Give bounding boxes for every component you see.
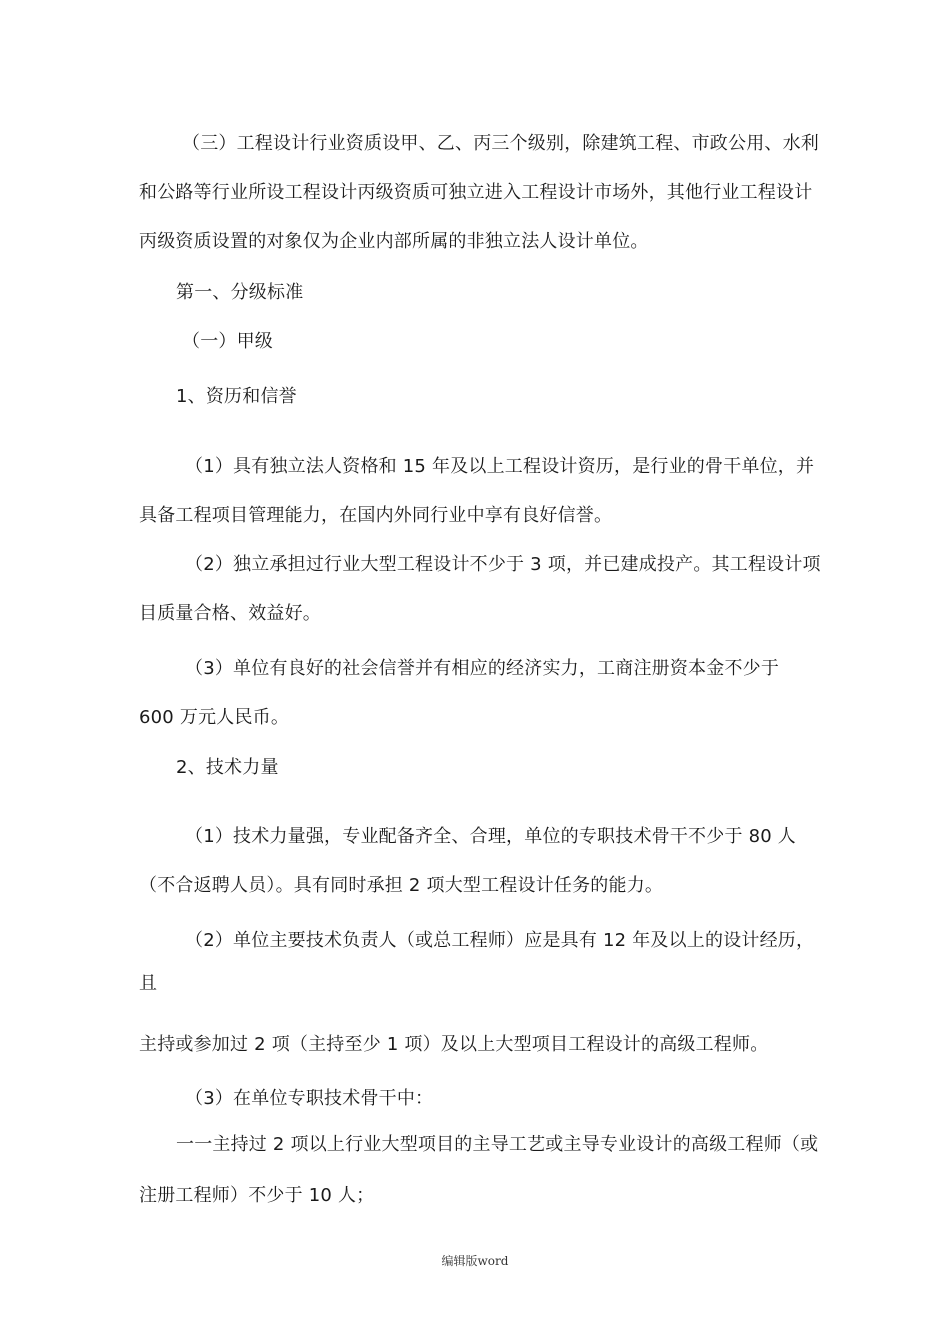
item-heading: 1、资历和信誉 [176,386,297,407]
paragraph-line: 丙级资质设置的对象仅为企业内部所属的非独立法人设计单位。 [139,231,649,252]
paragraph-line: （3）单位有良好的社会信誉并有相应的经济实力，工商注册资本金不少于 [185,658,780,679]
paragraph-line: 主持或参加过 2 项（主持至少 1 项）及以上大型项目工程设计的高级工程师。 [139,1034,769,1055]
paragraph-line: 600 万元人民币。 [139,707,290,728]
paragraph-line: （1）技术力量强，专业配备齐全、合理，单位的专职技术骨干不少于 80 人 [185,826,796,847]
paragraph-line: （不合返聘人员）。具有同时承担 2 项大型工程设计任务的能力。 [139,875,664,896]
paragraph-line: 一一主持过 2 项以上行业大型项目的主导工艺或主导专业设计的高级工程师（或 [176,1134,819,1155]
section-heading: 第一、分级标准 [176,282,304,303]
paragraph-line: （2）单位主要技术负责人（或总工程师）应是具有 12 年及以上的设计经历， [185,930,815,951]
page-footer: 编辑版word [441,1254,509,1268]
subsection-heading: （一）甲级 [182,331,273,352]
paragraph-line: （3）在单位专职技术骨干中： [185,1088,434,1109]
paragraph-line: 目质量合格、效益好。 [139,603,321,624]
paragraph-line: 和公路等行业所设工程设计丙级资质可独立进入工程设计市场外，其他行业工程设计 [139,182,813,203]
paragraph-line: 具备工程项目管理能力，在国内外同行业中享有良好信誉。 [139,505,613,526]
paragraph-line: 注册工程师）不少于 10 人； [139,1185,375,1206]
paragraph-line: （三）工程设计行业资质设甲、乙、丙三个级别，除建筑工程、市政公用、水利 [182,133,819,154]
item-heading: 2、技术力量 [176,757,279,778]
paragraph-line: 且 [139,973,158,994]
paragraph-line: （1）具有独立法人资格和 15 年及以上工程设计资历，是行业的骨干单位，并 [185,456,815,477]
paragraph-line: （2）独立承担过行业大型工程设计不少于 3 项，并已建成投产。其工程设计项 [185,554,821,575]
